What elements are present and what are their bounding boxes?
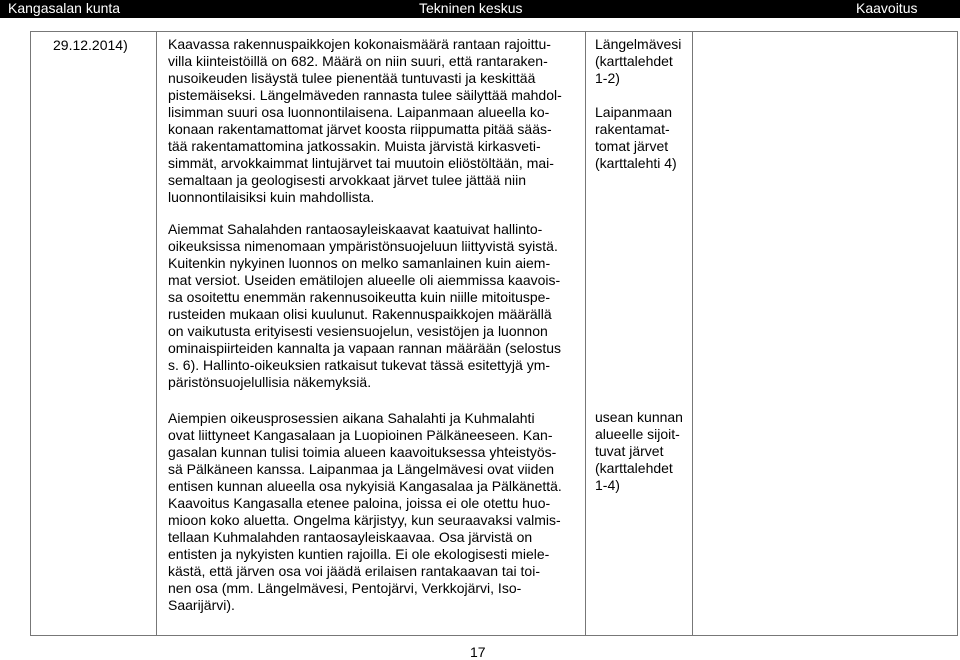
header-organization: Kangasalan kunta bbox=[8, 0, 121, 16]
table-divider bbox=[156, 32, 157, 635]
paragraph-shoreline-building: Kaavassa rakennuspaikkojen kokonaismäärä rantaan rajoittu- villa kiinteistöillä on 682. Määrä on niin suuri, että rantaraken- nusoikeuden lisäystä tulee pienentää tuntuvasti ja keskittää pistemäiseksi. Längelmäveden rannasta tulee säilyttää mahdol- lisimman suuri osa luonnontilaisena. Laipanmaan alueella ko- konaan rakentamattomat järvet koosta riippumatta pitää sääs- tää rakentamattomina jatkossakin. Muista järvistä kirkasveti- simmät, arvokkaimmat lintujärvet tai muutoin eliöstöltään, mai- semaltaan ja geologisesti arvokkaat järvet tulee jättää niin luonnontilaisiksi kuin mahdollista. bbox=[168, 36, 562, 205]
document-header bbox=[0, 0, 960, 18]
header-unit: Kaavoitus bbox=[856, 0, 918, 16]
paragraph-municipal-cooperation: Aiempien oikeusprosessien aikana Sahalahti ja Kuhmalahti ovat liittyneet Kangasalaan ja Luopioinen Pälkäneeseen. Kan- gasalan kunnan tulisi toimia alueen kaavoituksessa yhteistyös- sä Pälkäneen kanssa. Laipanmaa ja Längelmävesi ovat viiden entisen kunnan alueella osa nykyisiä Kangasalaa ja Pälkänettä. Kaavoitus Kangasalla etenee paloina, joissa ei ole otettu huo- mioon koko aluetta. Ongelma kärjistyy, kun seuraavaksi valmis- tellaan Kuhmalahden rantaosayleiskaavaa. Osa järvistä on entisten ja nykyisten kuntien rajoilla. Ei ole ekologisesti miele- kästä, että järven osa voi jäädä erilaisen rantakaavan tai toi- nen osa (mm. Längelmävesi, Pentojärvi, Verkkojärvi, Iso- Saarijärvi). bbox=[168, 410, 562, 613]
page-number: 17 bbox=[470, 644, 486, 660]
date-cell: 29.12.2014) bbox=[53, 37, 128, 53]
feedback-table bbox=[30, 31, 958, 636]
note-laipanmaa: Laipanmaan rakentamat- tomat järvet (karttalehti 4) bbox=[595, 104, 677, 171]
note-langelmavesi: Längelmävesi (karttalehdet 1-2) bbox=[595, 36, 682, 86]
table-divider bbox=[692, 32, 693, 635]
note-multi-municipal-lakes: usean kunnan alueelle sijoit- tuvat järvet (karttalehdet 1-4) bbox=[595, 409, 683, 493]
header-department: Tekninen keskus bbox=[419, 0, 523, 16]
paragraph-court-decisions: Aiemmat Sahalahden rantaosayleiskaavat kaatuivat hallinto- oikeuksissa nimenomaan ympäristönsuojeluun liittyvistä syistä. Kuitenkin nykyinen luonnos on melko samanlainen kuin aiem- mat versiot. Useiden emätilojen alueelle oli aiemmissa kaavois- sa osoitettu enemmän rakennusoikeutta kuin niille mitoituspe- rusteiden mukaan olisi kuulunut. Rakennuspaikkojen määrällä on vaikutusta erityisesti vesiensuojelun, vesistöjen ja luonnon ominaispiirteiden kannalta ja vapaan rannan määrään (selostus s. 6). Hallinto-oikeuksien ratkaisut tukevat tässä esitettyjä ym- päristönsuojelullisia näkemyksiä. bbox=[168, 221, 562, 390]
